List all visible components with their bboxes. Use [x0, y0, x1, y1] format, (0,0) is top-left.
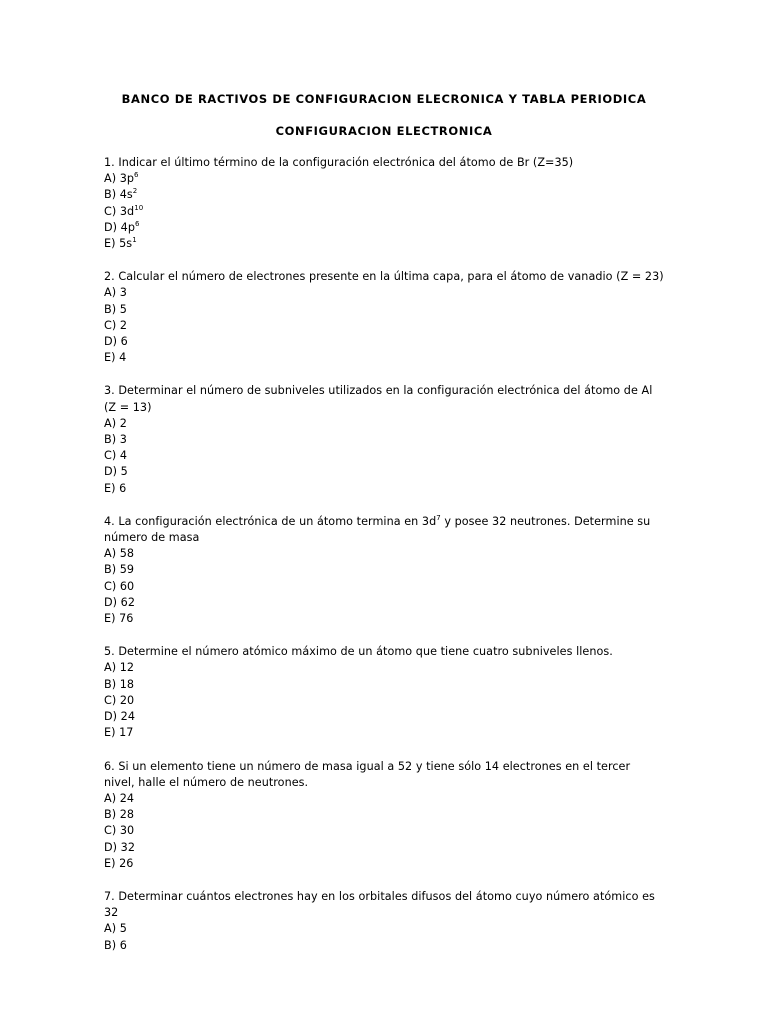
answer-option: C) $3d^{10}$	[104, 203, 144, 218]
answer-option: D) 6	[104, 335, 128, 349]
answer-option: A) 5	[104, 922, 127, 936]
answer-option: B) 18	[104, 677, 135, 691]
answer-option: B) 28	[104, 808, 135, 822]
answer-option: D) 5	[104, 465, 128, 479]
answer-option: E) 6	[104, 481, 127, 495]
answer-option: A) 2	[104, 416, 127, 430]
answer-option: D) 24	[104, 710, 136, 724]
answer-option: A) 12	[104, 661, 135, 675]
question-6	[104, 759, 664, 872]
question-text: 3. Determinar el número de subniveles utilizados en la configuración electrónica del átomo de Al (Z = 13)	[104, 384, 653, 414]
answer-option: B) 59	[104, 563, 135, 577]
question-text: 5. Determine el número atómico máximo de un átomo que tiene cuatro subniveles llenos.	[104, 645, 613, 659]
question-3	[104, 383, 664, 496]
answer-option: D) 32	[104, 840, 136, 854]
answer-option: B) 3	[104, 433, 127, 447]
question-7	[104, 889, 664, 954]
answer-option: D) $4p^6$	[104, 219, 140, 234]
answer-option: A) $3p^6$	[104, 171, 139, 186]
answer-option: C) 4	[104, 449, 128, 463]
answer-option: E) 26	[104, 856, 134, 870]
question-5	[104, 644, 664, 741]
answer-option: E) 17	[104, 726, 134, 740]
question-list	[104, 155, 664, 971]
question-text: 6. Si un elemento tiene un número de masa igual a 52 y tiene sólo 14 electrones en el tercer nivel, halle el número de neutrones.	[104, 759, 631, 789]
section-title: CONFIGURACION ELECTRONICA	[275, 124, 493, 138]
answer-option: E) 4	[104, 351, 127, 365]
answer-option: B) 5	[104, 302, 127, 316]
answer-option: C) 30	[104, 824, 135, 838]
answer-option: A) 24	[104, 791, 135, 805]
answer-option: A) 58	[104, 547, 135, 561]
answer-option: B) $4s^2$	[104, 187, 138, 202]
question-text: 1. Indicar el último término de la configuración electrónica del átomo de Br (Z=35)	[104, 156, 574, 169]
answer-option: E) 76	[104, 612, 134, 626]
answer-option: C) 60	[104, 579, 135, 593]
answer-option: C) 2	[104, 318, 128, 332]
question-text: 2. Calcular el número de electrones presente en la última capa, para el átomo de vanadio (Z = 23)	[104, 270, 664, 284]
question-1	[104, 155, 664, 252]
question-text: 4. La configuración electrónica de un átomo termina en $3d^7$ y posee 32 neutrones. Determine su número de masa	[104, 513, 651, 545]
question-2	[104, 269, 664, 366]
answer-option: D) 62	[104, 595, 136, 609]
document-title: BANCO DE RACTIVOS DE CONFIGURACION ELECRONICA Y TABLA PERIODICA	[121, 92, 647, 106]
question-4	[104, 514, 664, 627]
answer-option: B) 6	[104, 938, 127, 952]
question-text: 7. Determinar cuántos electrones hay en los orbitales difusos del átomo cuyo número atómico es 32	[104, 889, 655, 920]
answer-option: A) 3	[104, 286, 127, 300]
answer-option: E) $5s^1$	[104, 236, 137, 251]
answer-option: C) 20	[104, 693, 135, 707]
